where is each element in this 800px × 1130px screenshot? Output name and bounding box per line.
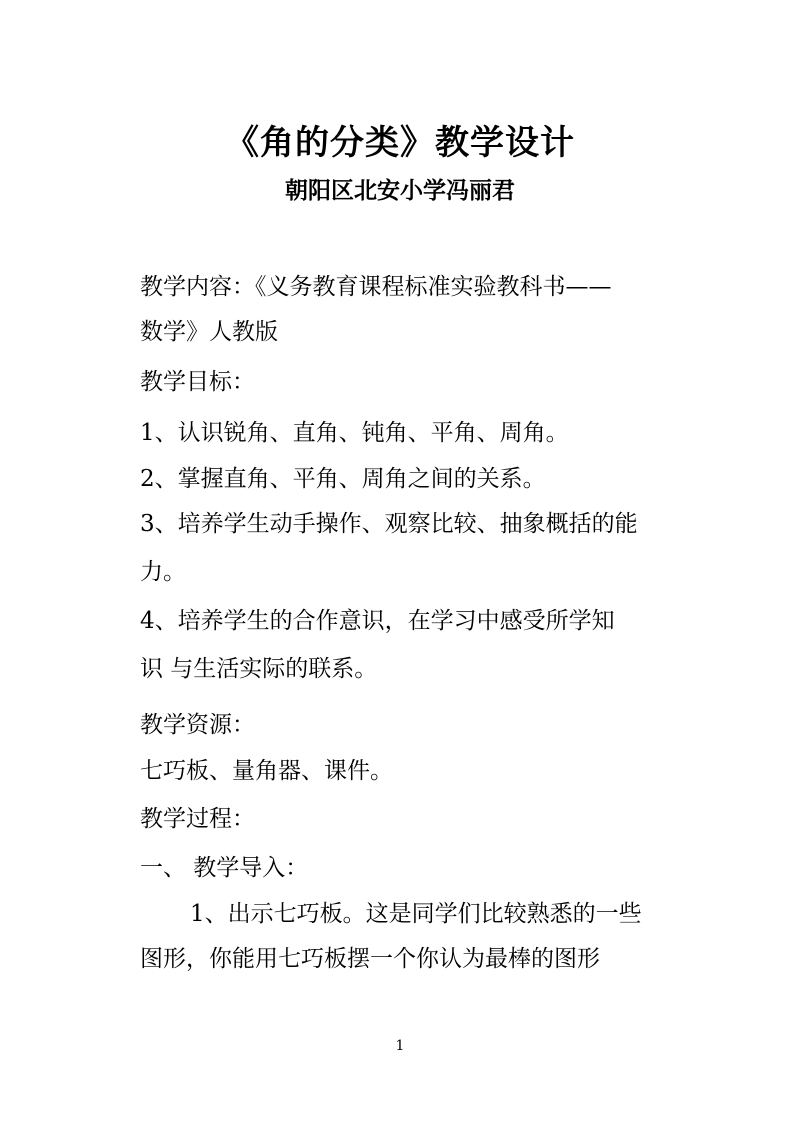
author-line: 朝阳区北安小学冯丽君 [285,177,515,204]
body-line-resources: 七巧板、量角器、课件。 [140,758,393,784]
body-line-step-1: 1、出示七巧板。这是同学们比较熟悉的一些 [190,901,642,927]
body-line-objectives-heading: 教学目标： [140,369,255,395]
page-number: 1 [395,1038,405,1054]
body-line-resources-heading: 教学资源： [140,712,255,738]
body-line-objective-4-continued: 识 与生活实际的联系。 [140,656,378,682]
body-line-content-heading: 教学内容：《义务教育课程标准实验教科书—— [140,274,612,300]
body-line-objective-3-continued: 力。 [140,559,186,585]
body-line-section-1-heading: 一、 教学导入： [140,855,309,881]
document-title: 《角的分类》教学设计 [225,123,575,163]
body-line-objective-2: 2、掌握直角、平角、周角之间的关系。 [140,466,546,492]
body-line-objective-1: 1、认识锐角、直角、钝角、平角、周角。 [140,420,569,446]
body-line-objective-3: 3、培养学生动手操作、观察比较、抽象概括的能 [140,511,638,537]
body-line-objective-4: 4、培养学生的合作意识，在学习中感受所学知 [140,608,615,634]
body-line-content-continued: 数学》人教版 [140,319,278,345]
body-line-step-1-continued: 图形，你能用七巧板摆一个你认为最棒的图形 [140,946,600,972]
body-line-process-heading: 教学过程： [140,806,255,832]
